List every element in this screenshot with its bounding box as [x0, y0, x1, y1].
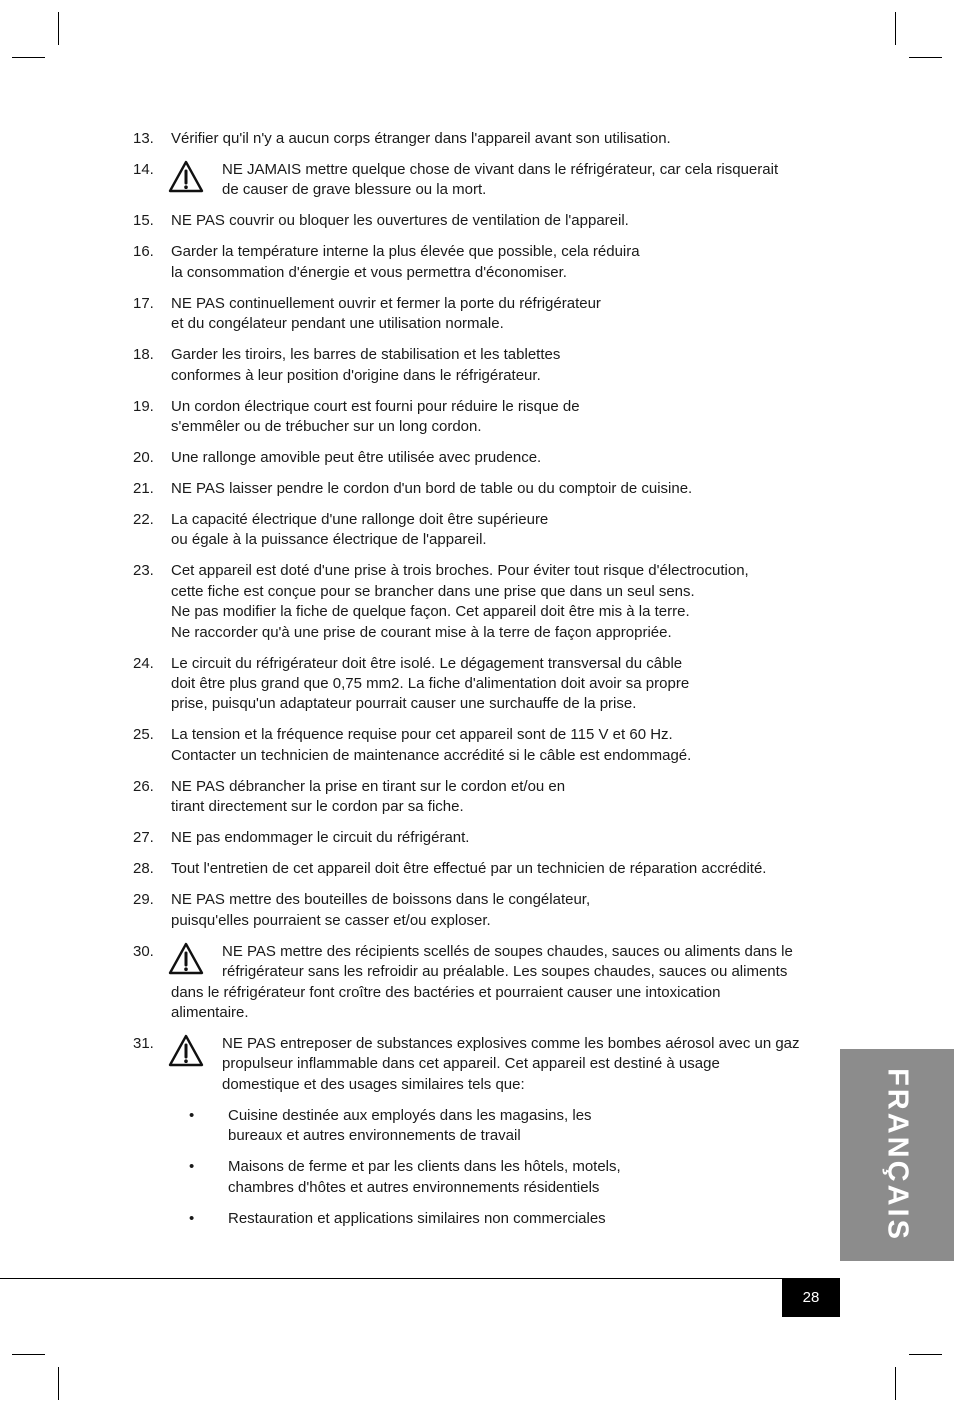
item-line: Tout l'entretien de cet appareil doit être effectué par un technicien de réparation accrédité.	[171, 860, 767, 878]
item-number: 16.	[133, 243, 154, 261]
item-text	[171, 654, 823, 715]
crop-mark	[58, 1367, 59, 1400]
warning-triangle-icon	[168, 941, 204, 977]
item-number: 24.	[133, 654, 154, 672]
item-text	[171, 890, 823, 931]
item-line: Ne pas modifier la fiche de quelque façon. Cet appareil doit être mis à la terre.	[171, 603, 690, 621]
list-item	[133, 345, 823, 386]
crop-mark	[12, 57, 45, 58]
list-item	[133, 561, 823, 643]
bullet-symbol: •	[189, 1106, 195, 1124]
safety-instruction-list	[133, 129, 823, 1240]
footer-rule	[0, 1278, 840, 1279]
item-line: Un cordon électrique court est fourni pour réduire le risque de	[171, 397, 580, 415]
item-number: 14.	[133, 161, 154, 178]
item-text	[171, 345, 823, 386]
list-item	[133, 725, 823, 766]
bullet-line: Restauration et applications similaires non commerciales	[228, 1209, 606, 1227]
item-text	[171, 942, 823, 1024]
item-line: réfrigérateur sans les refroidir au préalable. Les soupes chaudes, sauces ou aliments	[222, 963, 788, 981]
item-number: 21.	[133, 480, 154, 498]
list-item	[133, 1034, 823, 1229]
item-line: prise, puisqu'un adaptateur pourrait causer une surchauffe de la prise.	[171, 695, 637, 713]
item-text	[171, 1034, 823, 1229]
item-line: ou égale à la puissance électrique de l'appareil.	[171, 531, 487, 549]
list-item	[133, 510, 823, 551]
item-number: 30.	[133, 942, 154, 960]
item-line: NE PAS laisser pendre le cordon d'un bord de table ou du comptoir de cuisine.	[171, 480, 693, 498]
list-item	[133, 160, 823, 201]
item-number: 29.	[133, 891, 154, 909]
bullet-item	[189, 1209, 823, 1229]
item-line: La capacité électrique d'une rallonge doit être supérieure	[171, 511, 549, 529]
item-line: domestique et des usages similaires tels que:	[222, 1075, 525, 1093]
item-line: Le circuit du réfrigérateur doit être isolé. Le dégagement transversal du câble	[171, 654, 683, 672]
bullet-line: Cuisine destinée aux employés dans les magasins, les	[228, 1106, 592, 1124]
item-line: et du congélateur pendant une utilisation normale.	[171, 315, 504, 333]
list-item	[133, 859, 823, 879]
page-number-box	[782, 1278, 840, 1317]
bullet-list	[171, 1106, 823, 1229]
item-line: doit être plus grand que 0,75 mm2. La fiche d'alimentation doit avoir sa propre	[171, 675, 690, 693]
bullet-line: Maisons de ferme et par les clients dans les hôtels, motels,	[228, 1158, 621, 1176]
crop-mark	[895, 1367, 896, 1400]
item-line: la consommation d'énergie et vous permettra d'économiser.	[171, 263, 567, 281]
list-item	[133, 397, 823, 438]
item-text	[171, 828, 823, 848]
item-text	[171, 294, 823, 335]
item-line: cette fiche est conçue pour se brancher dans une prise que dans un seul sens.	[171, 582, 695, 600]
item-text	[171, 397, 823, 438]
item-line: de causer de grave blessure ou la mort.	[222, 181, 487, 199]
item-line: puisqu'elles pourraient se casser et/ou exploser.	[171, 911, 491, 929]
item-number: 20.	[133, 449, 154, 467]
item-text	[171, 160, 823, 201]
item-text	[171, 129, 823, 149]
list-item	[133, 129, 823, 149]
item-text	[171, 510, 823, 551]
item-text	[171, 211, 823, 231]
bullet-line: chambres d'hôtes et autres environnements résidentiels	[228, 1178, 600, 1196]
item-number: 15.	[133, 212, 154, 230]
item-line: tirant directement sur le cordon par sa fiche.	[171, 798, 464, 816]
item-text	[171, 479, 823, 499]
item-line: s'emmêler ou de trébucher sur un long cordon.	[171, 418, 482, 436]
item-text	[171, 448, 823, 468]
item-line: NE PAS entreposer de substances explosives comme les bombes aérosol avec un gaz	[222, 1034, 800, 1052]
item-text	[171, 725, 823, 766]
item-line: NE PAS continuellement ouvrir et fermer la porte du réfrigérateur	[171, 294, 601, 312]
crop-mark	[909, 1354, 942, 1355]
item-line: propulseur inflammable dans cet appareil. Cet appareil est destiné à usage	[222, 1055, 720, 1073]
list-item	[133, 777, 823, 818]
language-tab-label: FRANÇAIS	[881, 1068, 914, 1242]
list-item	[133, 890, 823, 931]
item-line: NE pas endommager le circuit du réfrigérant.	[171, 829, 470, 847]
item-text	[171, 859, 823, 879]
list-item	[133, 479, 823, 499]
item-line: La tension et la fréquence requise pour cet appareil sont de 115 V et 60 Hz.	[171, 726, 673, 744]
bullet-item	[189, 1157, 823, 1198]
list-item	[133, 211, 823, 231]
crop-mark	[58, 12, 59, 45]
list-item	[133, 654, 823, 715]
item-line: Cet appareil est doté d'une prise à trois broches. Pour éviter tout risque d'électrocution,	[171, 562, 749, 580]
item-line: Garder la température interne la plus élevée que possible, cela réduira	[171, 243, 640, 261]
item-line: NE PAS débrancher la prise en tirant sur le cordon et/ou en	[171, 777, 566, 795]
item-number: 25.	[133, 726, 154, 744]
item-number: 17.	[133, 294, 154, 312]
crop-mark	[895, 12, 896, 45]
item-line: dans le réfrigérateur font croître des bactéries et pourraient causer une intoxication	[171, 983, 721, 1001]
item-text	[171, 561, 823, 643]
item-line: Ne raccorder qu'à une prise de courant mise à la terre de façon appropriée.	[171, 623, 672, 641]
item-line: Une rallonge amovible peut être utilisée avec prudence.	[171, 449, 542, 467]
item-number: 28.	[133, 860, 154, 878]
bullet-symbol: •	[189, 1209, 195, 1227]
page-number: 28	[802, 1289, 820, 1306]
warning-triangle-icon	[168, 159, 204, 195]
item-number: 18.	[133, 346, 154, 364]
item-line: conformes à leur position d'origine dans le réfrigérateur.	[171, 366, 541, 384]
bullet-item	[189, 1106, 823, 1147]
crop-mark	[12, 1354, 45, 1355]
item-number: 27.	[133, 829, 154, 847]
item-number: 22.	[133, 511, 154, 529]
item-number: 23.	[133, 562, 154, 580]
item-line: NE JAMAIS mettre quelque chose de vivant dans le réfrigérateur, car cela risquerait	[222, 161, 779, 178]
item-line: NE PAS mettre des bouteilles de boissons dans le congélateur,	[171, 891, 591, 909]
item-number: 13.	[133, 130, 154, 147]
item-line: NE PAS mettre des récipients scellés de soupes chaudes, sauces ou aliments dans le	[222, 942, 793, 960]
item-text	[171, 777, 823, 818]
item-line: NE PAS couvrir ou bloquer les ouvertures de ventilation de l'appareil.	[171, 212, 629, 230]
bullet-line: bureaux et autres environnements de travail	[228, 1127, 521, 1145]
item-line: Contacter un technicien de maintenance accrédité si le câble est endommagé.	[171, 746, 692, 764]
crop-mark	[909, 57, 942, 58]
list-item	[133, 294, 823, 335]
language-tab	[840, 1049, 954, 1261]
list-item	[133, 242, 823, 283]
bullet-symbol: •	[189, 1158, 195, 1176]
item-number: 19.	[133, 397, 154, 415]
item-text	[171, 242, 823, 283]
item-number: 31.	[133, 1034, 154, 1052]
item-line: Garder les tiroirs, les barres de stabilisation et les tablettes	[171, 346, 561, 364]
list-item	[133, 448, 823, 468]
item-line: alimentaire.	[171, 1003, 249, 1021]
warning-triangle-icon	[168, 1033, 204, 1069]
item-line: Vérifier qu'il n'y a aucun corps étranger dans l'appareil avant son utilisation.	[171, 130, 671, 147]
list-item	[133, 828, 823, 848]
item-number: 26.	[133, 777, 154, 795]
list-item	[133, 942, 823, 1024]
